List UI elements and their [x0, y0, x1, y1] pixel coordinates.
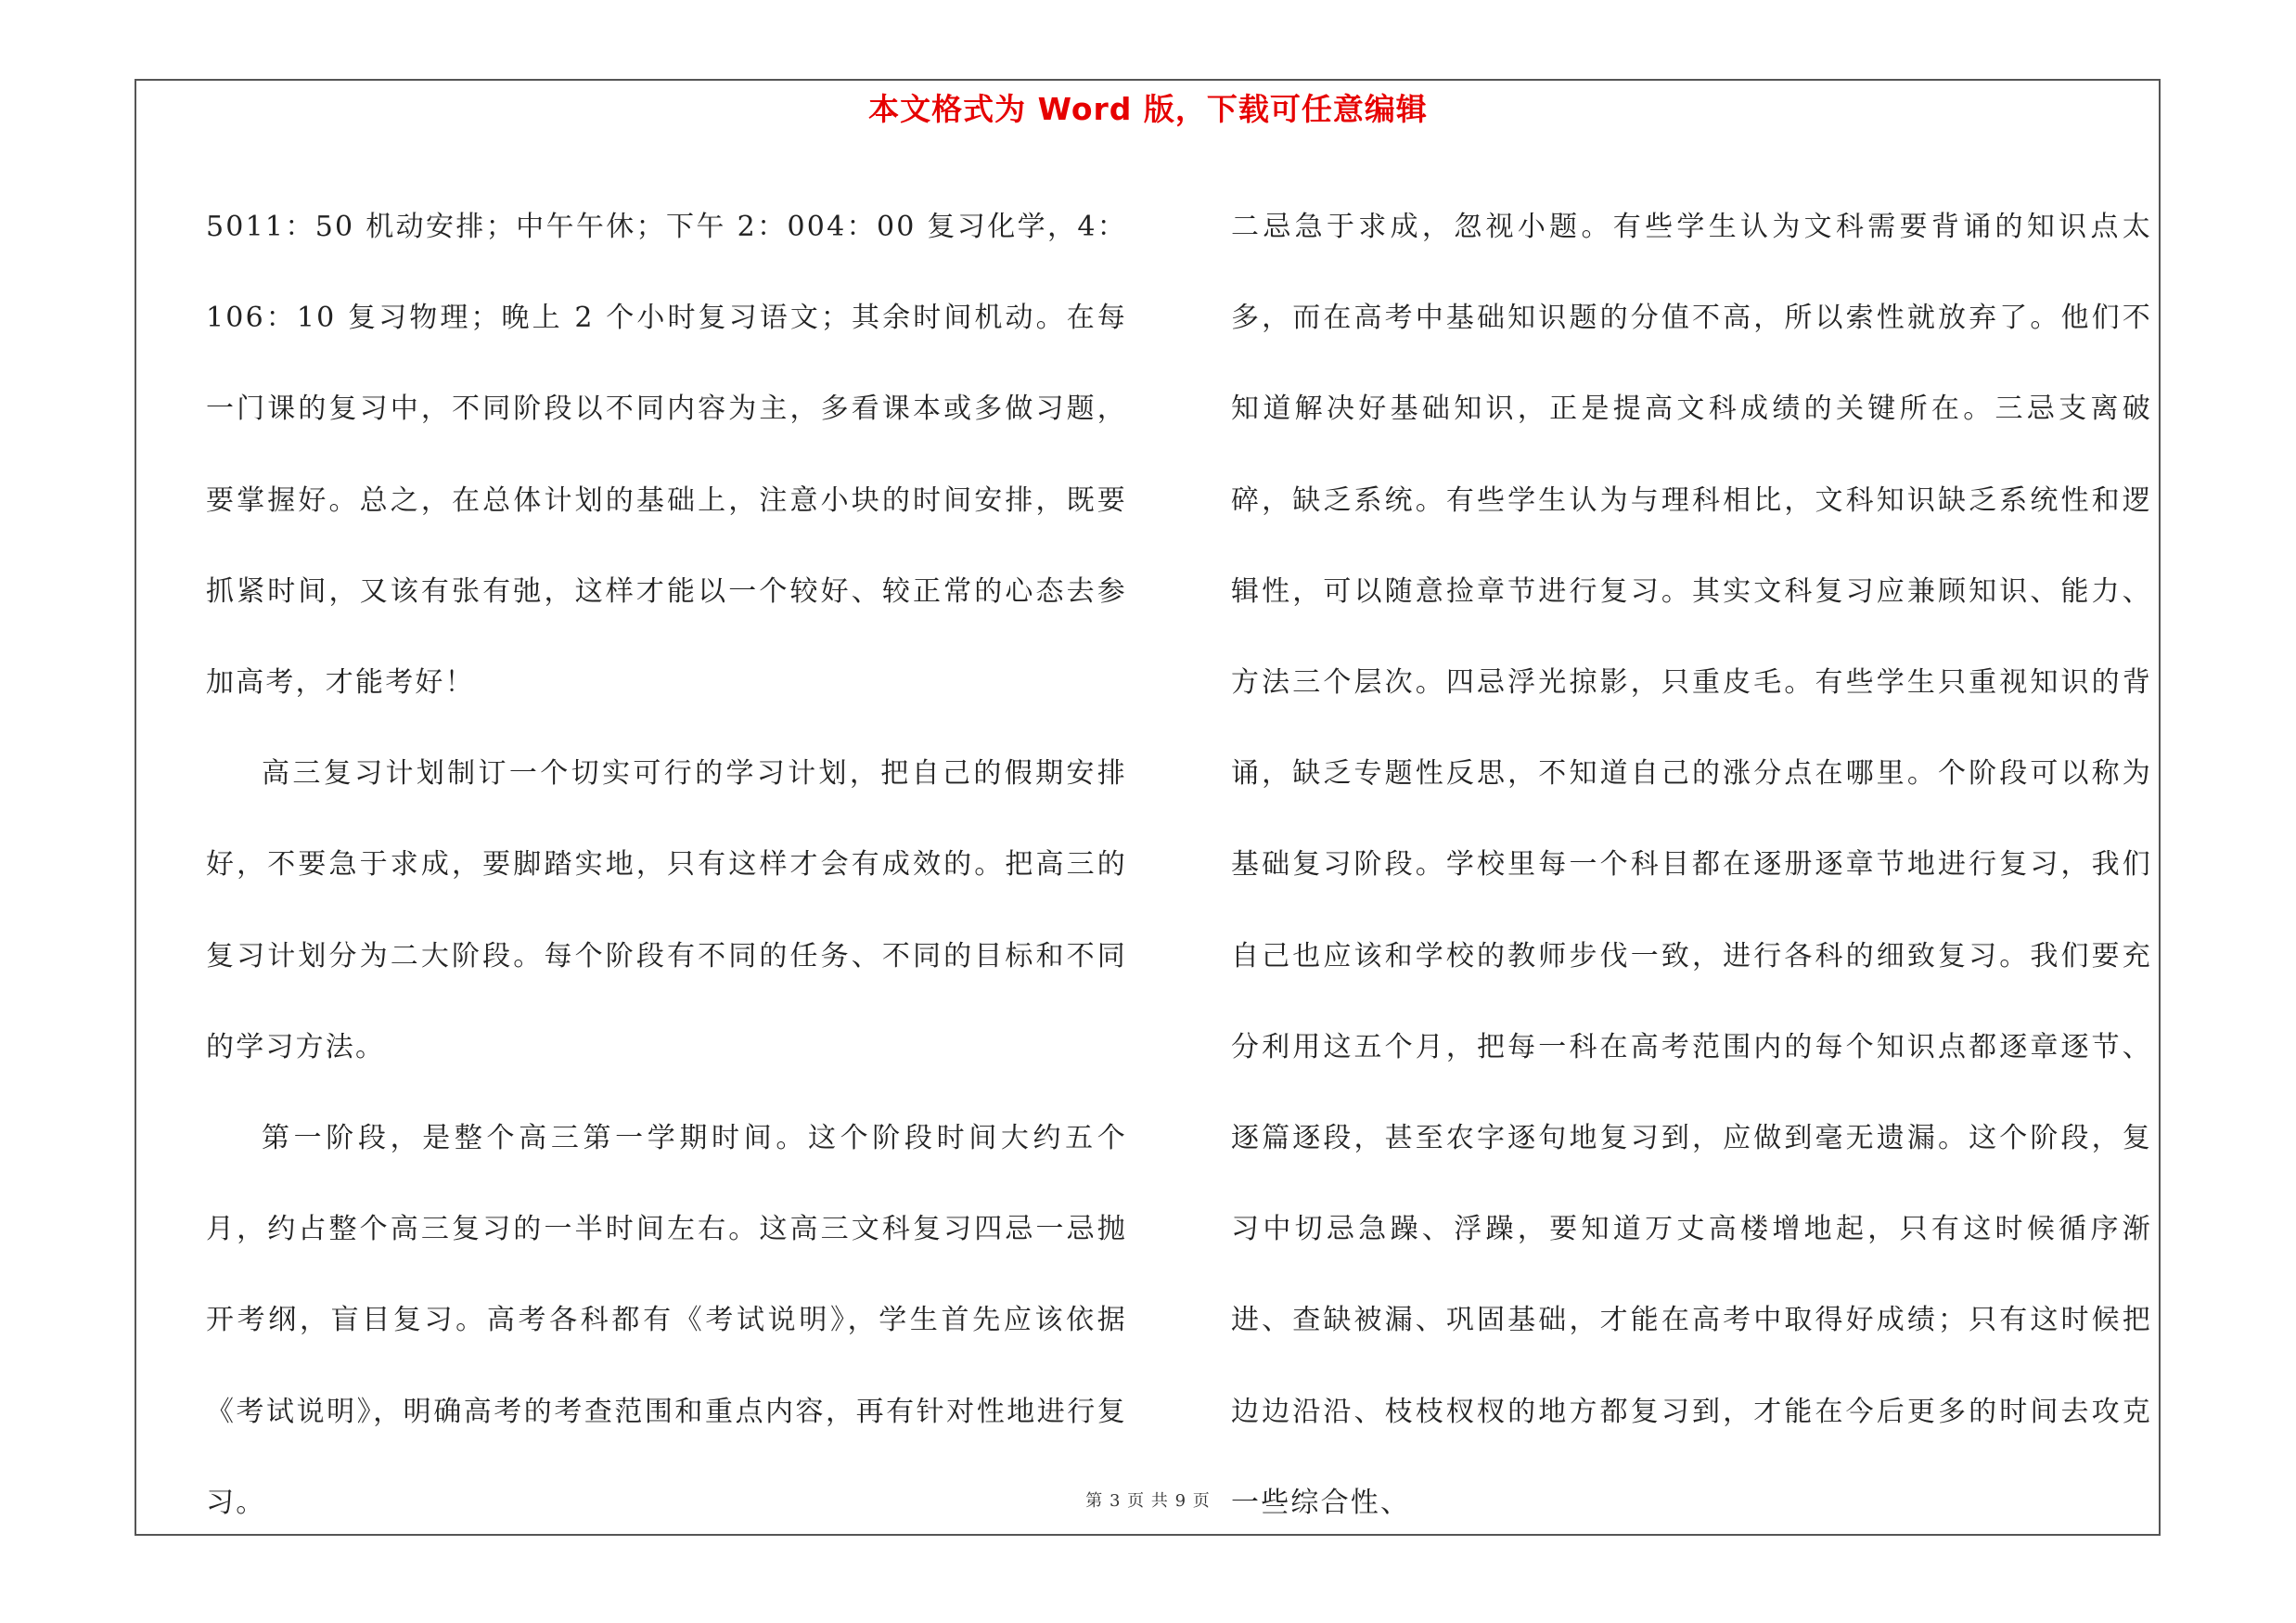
- paragraph: 第一阶段，是整个高三第一学期时间。这个阶段时间大约五个月，约占整个高三复习的一半时间左右。这高三文科复习四忌一忌抛开考纲，盲目复习。高考各科都有《考试说明》，学生首先应该依据《考试说明》，明确高考的考查范围和重点内容，再有针对性地进行复习。: [206, 1122, 1127, 1519]
- page-number-footer: 第 3 页 共 9 页: [1085, 1491, 1211, 1511]
- paragraph: 高三复习计划制订一个切实可行的学习计划，把自己的假期安排好，不要急于求成，要脚踏实地，只有这样才会有成效的。把高三的复习计划分为二大阶段。每个阶段有不同的任务、不同的目标和不同的学习方法。: [206, 757, 1127, 1063]
- paragraph: 5011：50 机动安排；中午午休；下午 2：004：00 复习化学，4：106：10 复习物理；晚上 2 个小时复习语文；其余时间机动。在每一门课的复习中，不同阶段以不同内容为主，多看课本或多做习题，要掌握好。总之，在总体计划的基础上，注意小块的时间安排，既要抓紧时间，又该有张有弛，这样才能以一个较好、较正常的心态去参加高考，才能考好！: [206, 211, 1127, 700]
- right-text-column: [1231, 182, 2152, 1549]
- paragraph: 二忌急于求成，忽视小题。有些学生认为文科需要背诵的知识点太多，而在高考中基础知识题的分值不高，所以索性就放弃了。他们不知道解决好基础知识，正是提高文科成绩的关键所在。三忌支离破碎，缺乏系统。有些学生认为与理科相比，文科知识缺乏系统性和逻辑性，可以随意捡章节进行复习。其实文科复习应兼顾知识、能力、方法三个层次。四忌浮光掠影，只重皮毛。有些学生只重视知识的背诵，缺乏专题性反思，不知道自己的涨分点在哪里。个阶段可以称为基础复习阶段。学校里每一个科目都在逐册逐章节地进行复习，我们自己也应该和学校的教师步伐一致，进行各科的细致复习。我们要充分利用这五个月，把每一科在高考范围内的每个知识点都逐章逐节、逐篇逐段，甚至农字逐句地复习到，应做到毫无遗漏。这个阶段，复习中切忌急躁、浮躁，要知道万丈高楼增地起，只有这时候循序渐进、查缺被漏、巩固基础，才能在高考中取得好成绩；只有这时候把边边沿沿、枝枝杈杈的地方都复习到，才能在今后更多的时间去攻克一些综合性、: [1231, 211, 2152, 1519]
- left-text-column: [206, 182, 1127, 1549]
- word-format-banner: 本文格式为 Word 版，下载可任意编辑: [868, 91, 1428, 127]
